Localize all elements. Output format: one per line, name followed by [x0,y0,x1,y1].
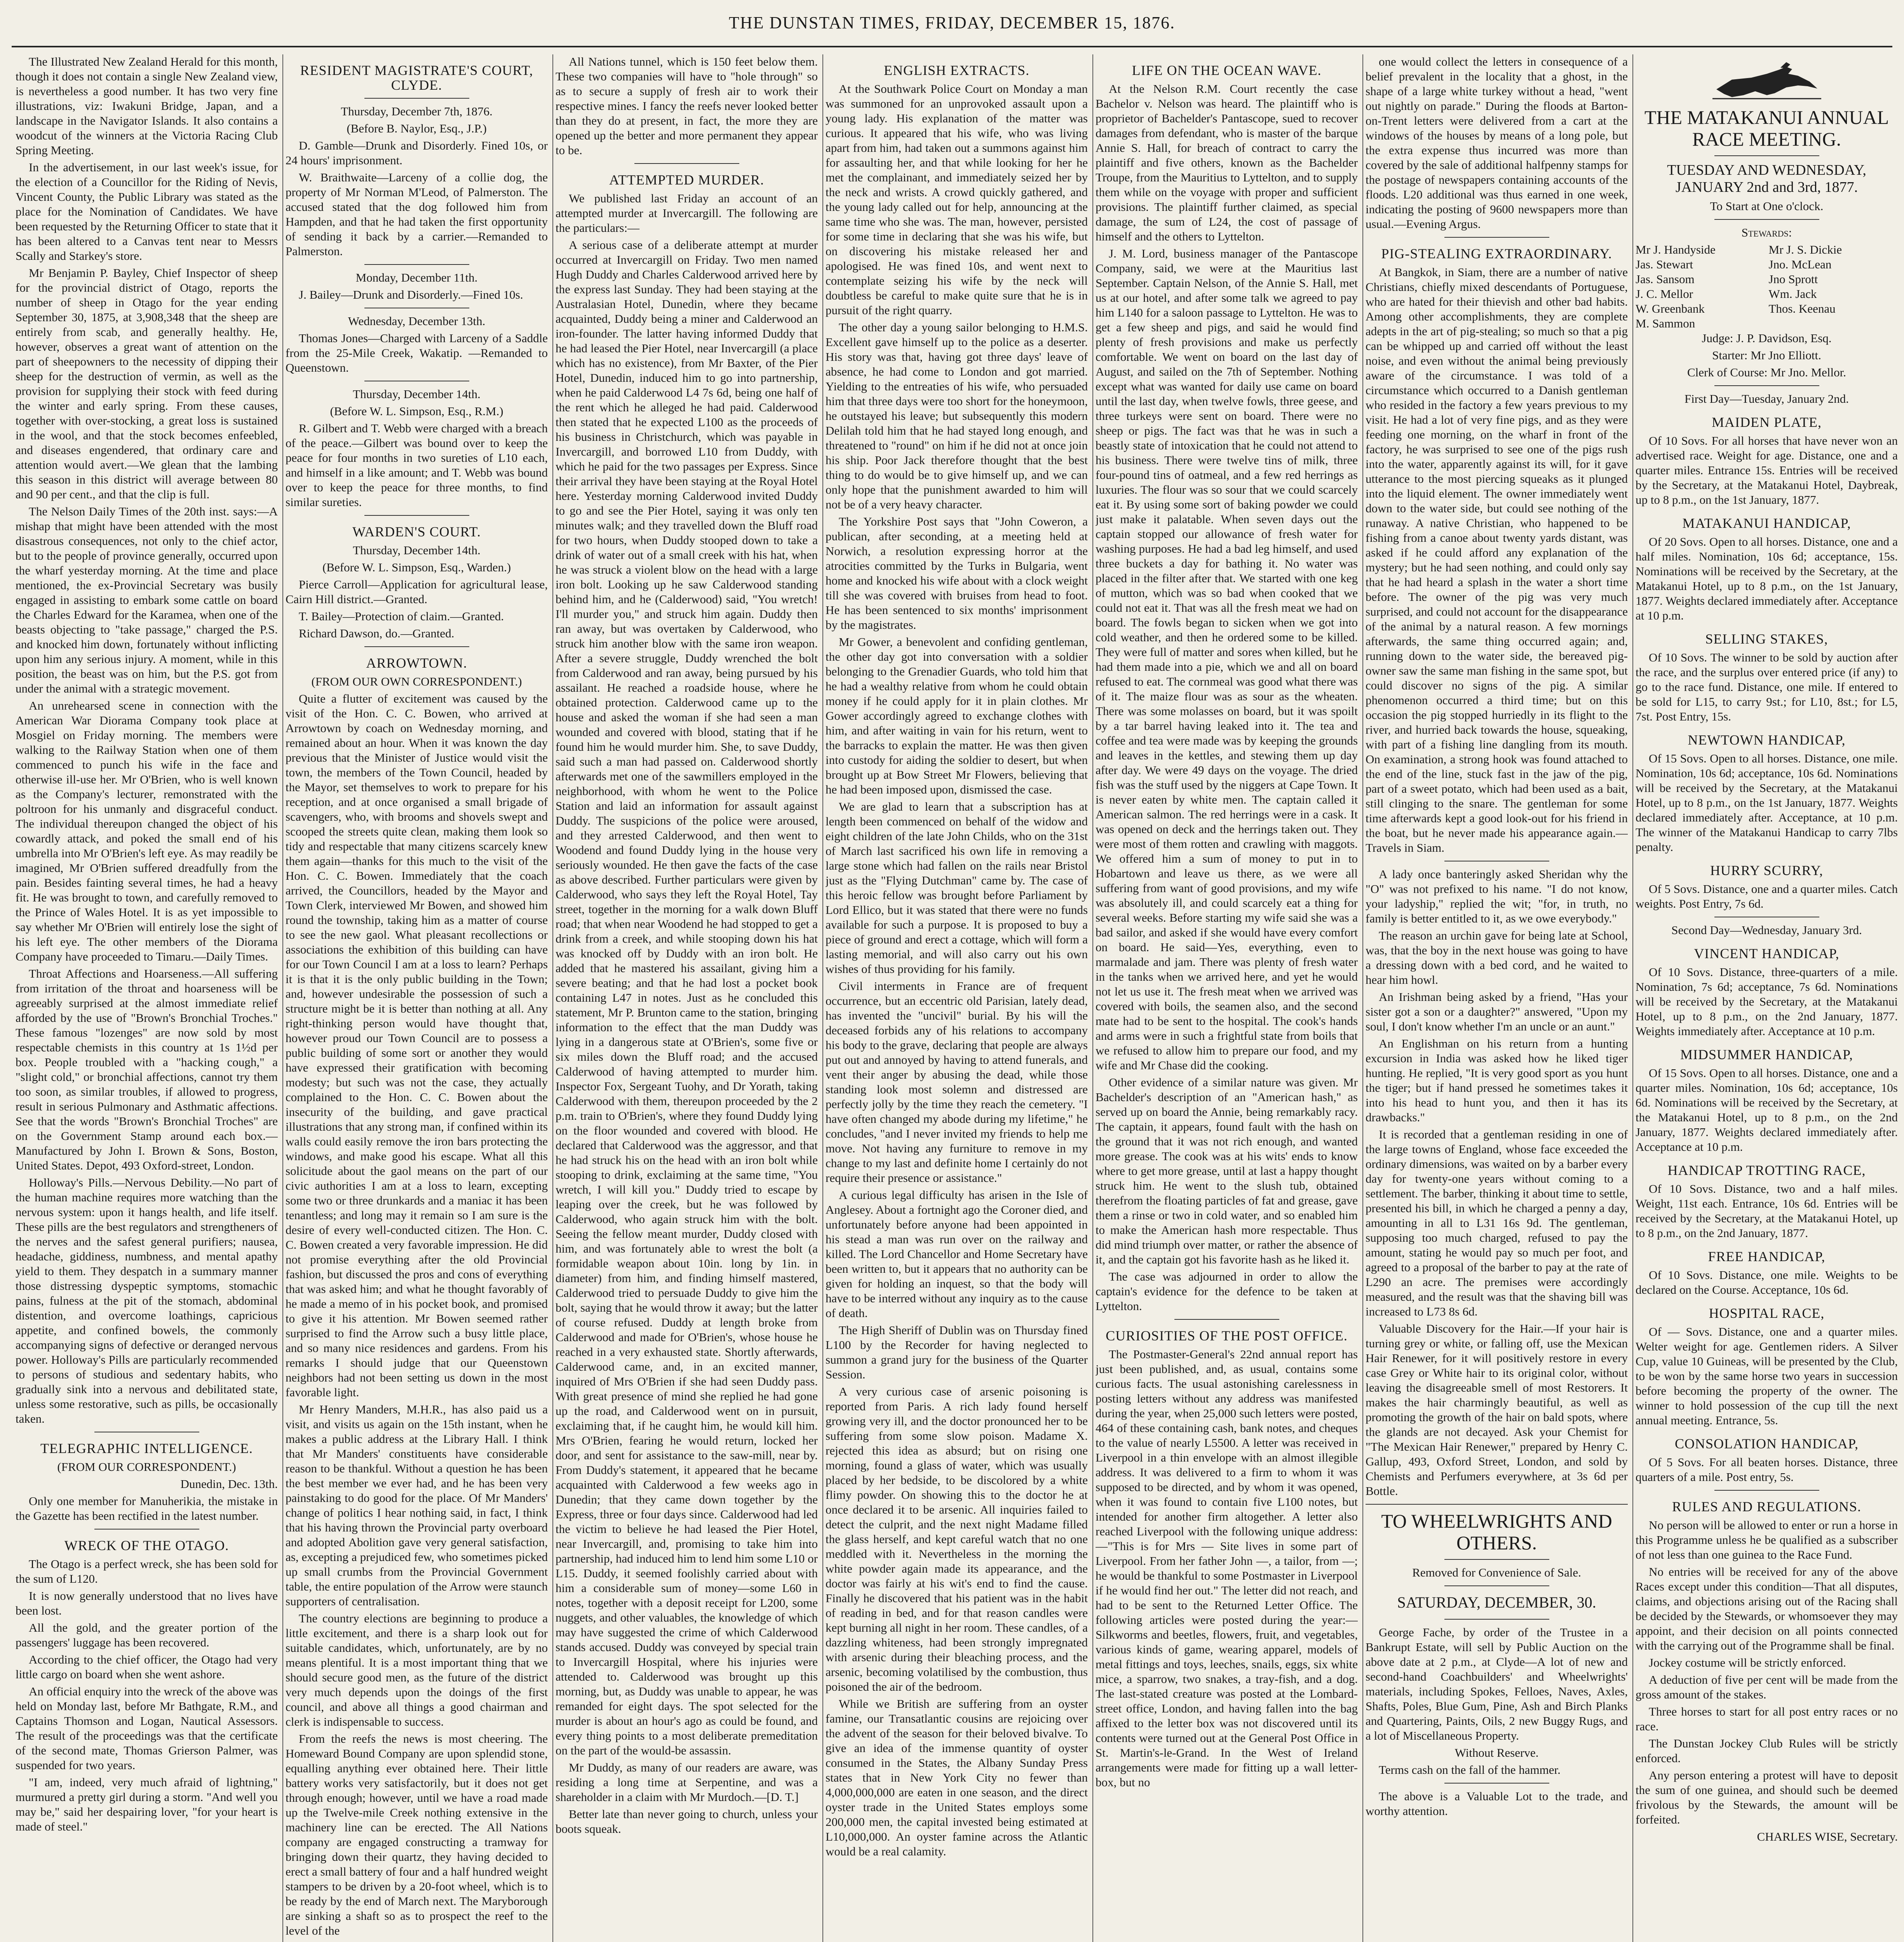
race-event-text: Of — Sovs. Distance, one and a quarter miles. Welter weight for age. Gentlemen riders. A Silver Cup, value 10 Guineas, will be presented by the Club, to be won by the same horse two years in succession before becoming the property of the owner. The winner to hold possession of the cup till the next annual meeting. Entrance, 5s. [1636,1325,1898,1427]
curiosities-paragraphs [1096,1347,1358,1790]
race-event-text: Of 15 Sovs. Open to all horses. Distance, one and a quarter miles. Nomination, 10s 6d; acceptance, 10s 6d. Nominations will be received by the Secretary, at the Matakanui Hotel, up to 8 p.m., on the 2nd January, 1877. Weights declared immediately after. Acceptance at 10 p.m. [1636,1066,1898,1154]
race-event-text: Of 15 Sovs. Open to all horses. Distance, one mile. Nomination, 10s 6d; acceptance, 10s 6d. Nominations will be received by the Secretary, at the Matakanui Hotel, up to 8 p.m., on the 1st January, 1877. Weights declared immediately after. Acceptance, at 10 p.m. The winner of the Matakanui Handicap to carry 7lbs penalty. [1636,752,1898,854]
stewards-label: Stewards: [1741,226,1792,239]
race-start: To Start at One o'clock. [1710,199,1824,213]
paragraph: Mr Gower, a benevolent and confiding gentleman, the other day got into conversation with a soldier belonging to the Grenadier Guards, who told him that he had a wealthy relative from whom he could obtain money if he could apply for it in plain clothes. Mr Gower accordingly agreed to exchange clothes with him, and after waiting in vain for his return, went to the barracks to explain the matter. He was then given into custody for aiding the soldier to desert, but when brought up at Bow Street Mr Flowers, believing that he had been imposed upon, dismissed the case. [826,635,1088,796]
steward-name: M. Sammon [1636,317,1695,330]
racehorse-icon [1709,58,1825,101]
paragraph: From the reefs the news is most cheering. The Homeward Bound Company are upon splendid stone, equalling anything ever obtained here. Their little battery works very satisfactorily, but it does not get through enough; however, until we have a road made up the Twelve-mile Creek nothing extensive in the machinery line can be erected. The All Nations company are engaged constructing a tramway for bringing down their quartz, they having decided to erect a small battery of four and a half hundred weight stampers to be driven by a 20-foot wheel, which is to be ready by the end of March next. The Maryborough are sinking a shaft so as to prospect the reef to the level of the [286,1732,548,1937]
paragraph: It is recorded that a gentleman residing in one of the large towns of England, whose face exceeded the ordinary dimensions, was waited on by a barber every day for twenty-one years without coming to a settlement. The barber, thinking it about time to settle, presented his bill, in which he charged a penny a day, amounting in all to L31 16s 9d. The gentleman, supposing too much charged, refused to pay the amount, stating he would pay so much per foot, and agreed to a proposal of the barber to pay at the rate of L290 an acre. The premises were accordingly measured, and the result was that the shaving bill was increased to L73 8s 6d. [1366,1128,1628,1318]
paragraph: We are glad to learn that a subscription has at length been commenced on behalf of the widow and eight children of the late John Childs, who on the 31st of March last sacrificed his own life in removing a large stone which had fallen on the rails near Bristol just as the "Flying Dutchman" came by. The case of this heroic fellow was brought before Parliament by Lord Ellico, but it was stated that there were no funds available for such a purpose. It is proposed to buy a piece of ground and erect a cottage, which will form a lasting memorial, and will also carry out his own wishes of thus providing for his family. [826,800,1088,976]
paragraph: The Yorkshire Post says that "John Coweron, a publican, after seconding, at a meeting held at Norwich, a resolution expressing horror at the atrocities committed by the Turks in Bulgaria, went home and knocked his wife about with a clock weight till she was covered with bruises from head to foot. He has been sentenced to six months' imprisonment by the magistrates. [826,515,1088,632]
divider [1714,155,1819,156]
divider [1714,1490,1819,1491]
race-event-text: Of 10 Sovs. Distance, three-quarters of a mile. Nomination, 7s 6d; acceptance, 7s 6d. Nominations will be received by the Secretary, at the Matakanui Hotel, up to 8 p.m., on the 2nd January, 1877. Weights immediately after. Acceptance at 10 p.m. [1636,965,1898,1038]
race-event-name: VINCENT HANDICAP, [1694,946,1840,961]
divider [364,264,469,265]
paragraph: The other day a young sailor belonging to H.M.S. Excellent gave himself up to the police as a deserter. His story was that, having got three days' leave of absence, he had come to London and got married. Yielding to the entreaties of his wife, who persuaded him that three days were too short for the honeymoon, he outstayed his leave; but subsequently this modern Delilah told him that he had stayed long enough, and threatened to "round" on him if he did not at once join his ship. Poor Jack therefore thought that the best thing to do would be to give himself up, and we can only hope that the punishment awarded to him will not be of a very heavy character. [826,320,1088,511]
court-title: RESIDENT MAGISTRATE'S COURT, CLYDE. [300,63,533,93]
column-6 [1366,54,1628,1942]
paragraph: The Otago is a perfect wreck, she has been sold for the sum of L120. [16,1557,278,1585]
session-date: Monday, December 11th. [355,271,478,284]
divider [1444,1619,1549,1620]
paragraph: A lady once banteringly asked Sheridan why the "O" was not prefixed to his name. "I do not know, your ladyship," replied the wit; "for, in truth, no family is better entitled to it, as we owe everybody." [1366,867,1628,925]
column-3 [556,54,818,1942]
session-date: Thursday, December 14th. [353,387,481,401]
auction-body: George Fache, by order of the Trustee in a Bankrupt Estate, will sell by Public Auction on the above date at 2 p.m., at Clyde—A lot of new and second-hand Coachbuilders' and Wheelwrights' materials, including Spokes, Felloes, Naves, Axles, Shafts, Poles, Blue Gum, Pine, Ash and Birch Planks and Quartering, Paints, Oils, 2 new Buggy Rugs, and a lot of Miscellaneous Property. [1366,1625,1628,1742]
session-bench: (Before W. L. Simpson, Esq., R.M.) [330,404,503,418]
divider [634,163,739,164]
auction-date: SATURDAY, DECEMBER, 30. [1397,1594,1596,1611]
paragraph: Better late than never going to church, unless your boots squeak. [556,1807,818,1836]
divider [1366,1504,1628,1505]
paragraph: Mr Henry Manders, M.H.R., has also paid us a visit, and visits us again on the 15th instant, when he makes a public address at the Library Hall. I think that Mr Manders' constituents have considerable reason to be thankful. Without a question he has been the best member we ever had, and he has been very painstaking to do good for the place. Of Mr Manders' change of politics I hear nothing said, in fact, I think that his having thrown the Provincial party overboard and adopted Abolition gave very general satisfaction, as, excepting a prejudiced few, who sometimes picked up small crumbs from the Provincial Government table, the entire population of the Arrow were staunch supporters of centralisation. [286,1403,548,1608]
race-event-text: Of 5 Sovs. Distance, one and a quarter miles. Catch weights. Post Entry, 7s 6d. [1636,882,1898,910]
paragraph: The Illustrated New Zealand Herald for this month, though it does not contain a single New Zealand view, is nevertheless a good number. It has two very fine illustrations, viz: Iwakuni Bridge, Japan, and a landscape in the Navigator Islands. It also contains a woodcut of the winners at the Victoria Racing Club Spring Meeting. [16,55,278,157]
race-event-name: SELLING STAKES, [1705,631,1828,647]
paragraph: The country elections are beginning to produce a little excitement, and there is a sharp look out for suitable candidates, which, unfortunately, are by no means plentiful. It is a most important thing that we should secure good men, as the future of the district very much depends upon the doings of the first council, and above all things a good chairman and clerk is indispensable to success. [286,1611,548,1728]
stewards-list [1636,242,1898,331]
warden-title: WARDEN'S COURT. [352,524,481,539]
race-event-name: HURRY SCURRY, [1710,863,1824,878]
telegraphic-text: Only one member for Manuherikia, the mistake in the Gazette has been rectified in the latest number. [16,1494,278,1523]
race-dates: TUESDAY AND WEDNESDAY, JANUARY 2nd and 3rd, 1877. [1667,162,1866,195]
column-rule [822,54,823,1942]
paragraph: The High Sheriff of Dublin was on Thursday fined L100 by the Recorder for having neglected to summon a grand jury for the business of the Quarter Session. [826,1323,1088,1381]
race-title: THE MATAKANUI ANNUAL RACE MEETING. [1644,106,1889,150]
column-rule [1632,54,1633,1942]
race-event-text: Of 10 Sovs. For all horses that have never won an advertised race. Weight for age. Distance, one and a quarter miles. Entrance 15s. Entries will be received by the Secretary, at the Matakanui Hotel, Daybreak, up to 8 p.m., on the 1st January, 1877. [1636,434,1898,506]
paragraph: one would collect the letters in consequence of a belief prevalent in the locality that a ghost, in the shape of a large white turkey without a head, "went out nightly on parade." During the floods at Barton-on-Trent letters were delivered from a cart at the windows of the houses by means of a long pole, but the extra expense thus incurred was more than covered by the sale of additional halfpenny stamps for the postage of newspapers containing accounts of the floods. L20 additional was thus earned in one week, indicating the posting of 9600 newspapers more than usual.—Evening Argus. [1366,55,1628,231]
divider [1174,1319,1279,1320]
warden-bench: (Before W. L. Simpson, Esq., Warden.) [322,560,511,574]
auction-title: TO WHEELWRIGHTS AND OTHERS. [1381,1510,1612,1554]
paragraph: The Postmaster-General's 22nd annual report has just been published, and, as usual, contains some curious facts. The usual astonishing carelessness in posting letters without any address was manifested during the year, when 25,000 such letters were posted, 464 of these containing cash, bank notes, and cheques to the value of nearly L5500. A letter was received in Liverpool in a thin envelope with an almost illegible address. It was delivered to a firm to whom it was supposed to be directed, and by whom it was opened, when it was found to contain five L100 notes, but intended for another firm altogether. A letter also reached Liverpool with the following unique address:—"This is for Mrs — Site lives in some part of Liverpool. From her father John —, a tailor, from —; he would be thankful to some Postmaster in Liverpool if he would find her out." The letter did not reach, and had to be sent to the Returned Letter Office. The following articles were posted during the year:—Silkworms and beetles, flowers, fruit, and vegetables, various kinds of game, wearing apparel, models of metal fittings and toys, leeches, snails, eggs, six white mice, a sparrow, two snakes, a tray-fish, and a dog. The last-stated creature was posted at the Lombard-street office, London, and having fallen into the bag affixed to the letter box was not discovered until its contents were turned out at the General Post Office in St. Martin's-le-Grand. In the West of Ireland arrangements were made for fitting up a wall letter-box, but no [1096,1347,1358,1789]
steward-name: Jas. Sansom [1636,272,1695,286]
curiosities-title: CURIOSITIES OF THE POST OFFICE. [1106,1328,1348,1343]
paragraph: All Nations tunnel, which is 150 feet below them. These two companies will have to "hole through" so as to secure a supply of fresh air to work their respective mines. I fancy the reefs never looked better than they do at present, in fact, the more they are opened up the better and more permanent they appear to be. [556,55,818,157]
rule-item: A deduction of five per cent will be made from the gross amount of the stakes. [1636,1673,1898,1701]
divider [94,1529,199,1530]
arrowtown-sub: (FROM OUR OWN CORRESPONDENT.) [311,675,522,688]
warden-entries [286,577,548,641]
steward-name: J. C. Mellor [1636,287,1693,301]
court-entry: D. Gamble—Drunk and Disorderly. Fined 10s, or 24 hours' imprisonment. [286,139,548,167]
paragraph: An Englishman on his return from a hunting excursion in India was asked how he liked tiger hunting. He replied, "It is very good sport as you hunt the tiger; but if hand pressed he sometimes takes it into his head to hunt you, and then it has its drawbacks." [1366,1037,1628,1124]
ocean-wave-title: LIFE ON THE OCEAN WAVE. [1132,63,1322,78]
court-entry: R. Gilbert and T. Webb were charged with a breach of the peace.—Gilbert was bound over to keep the peace for four months in two sureties of L10 each, and himself in a like amount; and T. Webb was bound over to keep the peace for three months, to find similar sureties. [286,421,548,509]
paragraph: At Bangkok, in Siam, there are a number of native Christians, chiefly mixed descendants of Portuguese, who are hated for their thievish and other bad habits. Among other accomplishments, they are complete adepts in the art of pig-stealing; so much so that a pig can be whipped up and carried off without the least noise, and even without the animal being previously aware of the circumstance. I was told of a circumstance which occurred to a Danish gentleman who resided in the factory a few years previous to my visit. He had a lot of very fine pigs, and as they were feeding one morning, on the wharf in front of the factory, he was surprised to see one of the pigs rush into the water, apparently against its will, for it gave utterance to the most piercing squeaks as it plunged into the liquid element. The owner immediately went down to the water side, but could see nothing of the runaway. A native Christian, who happened to be fishing from a canoe about twenty yards distant, was asked if he could afford any explanation of the mystery; but he had seen nothing, and could only say that he had heard a splash in the water a short time before. The owner of the pig was very much surprised, and could not account for the disappearance of the animal by a natural reason. A few mornings afterwards, the same thing occurred again; and, running down to the water side, the bereaved pig-owner saw the same man fishing in the same spot, but could discover no signs of the pig. A similar phenomenon occurred a third time; but on this occasion the pig stopped hurriedly in its flight to the river, and hurried back towards the house, squeaking, with part of a fishing line dangling from its mouth. On examination, a strong hook was found attached to the end of the line, stuck fast in the jaw of the pig, part of a sweet potato, which had been used as a bait, still clinging to the snare. The gentleman for some time afterwards kept a good look-out for his friend in the boat, but he never made his appearance again.—Travels in Siam. [1366,265,1628,854]
race-event-text: Of 10 Sovs. Distance, one mile. Weights to be declared on the Course. Acceptance, 10s 6d. [1636,1268,1898,1296]
column-rule [1092,54,1093,1942]
arrowtown-title: ARROWTOWN. [366,655,467,671]
warden-entry: Richard Dawson, do.—Granted. [299,626,455,640]
race-signature: CHARLES WISE, Secretary. [1757,1830,1898,1843]
race-event-name: NEWTOWN HANDICAP, [1688,732,1846,748]
steward-name: Mr J. Handyside [1636,243,1716,256]
rules-list [1636,1518,1898,1827]
steward-name: Jas. Stewart [1636,258,1693,271]
masthead-rule [12,46,1892,47]
column-6-paragraphs [1366,54,1628,231]
paragraph: Holloway's Pills.—Nervous Debility.—No part of the human machine requires more watching than the nervous system: upon it hangs health, and life itself. These pills are the best regulators and strengtheners of the nerves and the safest general purifiers; nausea, headache, giddiness, numbness, and mental apathy yield to them. They despatch in a summary manner those distressing dyspeptic symptoms, stomachic pains, fulness at the pit of the stomach, abdominal distention, and overcome loathings, capricious appetite, and confined bowels, the commonly accompanying signs of defective or deranged nervous power. Holloway's Pills are particularly recommended to persons of studious and sedentary habits, who gradually sink into a nervous and debilitated state, unless some restorative, such as pills, be occasionally taken. [16,1176,278,1425]
auction-terms: Terms cash on the fall of the hammer. [1379,1763,1561,1777]
race-event-name: HANDICAP TROTTING RACE, [1667,1162,1866,1178]
telegraphic-sub: (FROM OUR CORRESPONDENT.) [57,1460,236,1474]
column-5 [1096,54,1358,1942]
divider [364,646,469,647]
rule-item: Jockey costume will be strictly enforced. [1649,1656,1846,1669]
race-day-1: First Day—Tuesday, January 2nd. [1684,392,1849,405]
paragraph: In the advertisement, in our last week's issue, for the election of a Councillor for the Riding of Nevis, Vincent County, the Public Library was stated as the place for the Nomination of Candidates. We have been requested by the Returning Officer to state that it has been altered to a Canvas tent near to Messrs Scally and Starkey's store. [16,160,278,263]
race-events-day-2 [1636,946,1898,1484]
paragraph: Civil interments in France are of frequent occurrence, but an eccentric old Parisian, lately dead, has invented the "uncivil" burial. By his will the deceased forbids any of his relations to accompany his body to the grave, declaring that people are always put out and annoyed by having to attend funerals, and vent their anger by abusing the dead, while those standing look most solemn and distressed are perfectly jolly by the time they reach the cemetery. "I have often changed my abode during my lifetime," he concludes, "and I never invited my friends to help me move. Not having any furniture to remove in my change to my last and definite home I certainly do not require their presence or assistance." [826,979,1088,1185]
paragraph: It is now generally understood that no lives have been lost. [16,1589,278,1617]
paragraph: A very curious case of arsenic poisoning is reported from Paris. A rich lady found herself growing very ill, and the doctor pronounced her to be suffering from some slow poison. Madame X. rejected this idea as absurd; but on rising one morning, found a glass of water, which was usually placed by her bedside, to be discolored by a white flimy powder. On showing this to the doctor he at once declared it to be arsenic. All inquiries failed to detect the culprit, and the next night Madame filled the glass herself, and kept careful watch that no one meddled with it. Nevertheless in the morning the white powder again made its appearance, and the doctor was fairly at his wit's end to find the cause. Finally he discovered that his patient was in the habit of reading in bed, and for that reason candles were kept burning all night in her room. These candles, of a dazzling whiteness, had been strongly impregnated with arsenic during their bleaching process, and the arsenic, becoming volatilised by the combustion, thus poisoned the air of the bedroom. [826,1385,1088,1693]
english-extracts-title: ENGLISH EXTRACTS. [884,63,1030,78]
rule-item: No person will be allowed to enter or run a horse in this Programme unless he be qualified as a subscriber of not less than one guinea to the Race Fund. [1636,1518,1898,1561]
paragraph: An unrehearsed scene in connection with the American War Diorama Company took place at Mosgiel on Friday morning. The members were walking to the Railway Station when one of them commenced to punch his wife in the face and otherwise ill-use her. Mr O'Brien, who is well known as the Company's lecturer, remonstrated with the poltroon for his unmanly and disgraceful conduct. The individual thereupon changed the object of his cowardly attack, and poked the small end of his umbrella into Mr O'Brien's left eye. As may readily be imagined, Mr O'Brien suffered dreadfully from the pain. Besides fainting several times, he had a heavy fit. He was brought to town, and carefully removed to the Prince of Wales Hotel. It is as yet impossible to say whether Mr O'Brien will entirely lose the sight of his left eye. The other members of the Diorama Company have proceeded to Timaru.—Daily Times. [16,699,278,963]
steward-name [1769,316,1898,331]
paragraph: At the Nelson R.M. Court recently the case Bachelor v. Nelson was heard. The plaintiff who is proprietor of Bachelder's Pantascope, sued to recover damages from defendant, who is master of the barque Annie S. Hall, for breach of contract to carry the plaintiff and five others, known as the Bachelder Troupe, from the Mauritius to Lyttelton, and to supply them while on the voyage with proper and sufficient provisions. The plaintiff further claimed, as special damage, the sum of L24, the cost of passage of himself and the others to Lyttelton. [1096,82,1358,243]
race-events-day-1 [1636,415,1898,911]
race-event-text: Of 10 Sovs. The winner to be sold by auction after the race, and the surplus over entered price (if any) to go to the race fund. Distance, one mile. If entered to be sold for L15, to carry 9st.; for L10, 8st.; for L5, 7st. Post Entry, 15s. [1636,651,1898,723]
paragraph: Other evidence of a similar nature was given. Mr Bachelder's description of an "American hash," as served up on board the Annie, being remarkably racy. The captain, it appears, found fault with the hash on the ground that it was not rich enough, and wanted more grease. The cook was at his wits' ends to know where to get more grease, until at last a happy thought struck him. He went to the slush tub, obtained therefrom the floating particles of fat and grease, gave them a rinse or two in cold water, and so enabled him to make the American hash more respectable. Thus did mind triumph over matter, or rather the absence of it, and the captain got his favorite hash as he liked it. [1096,1075,1358,1266]
paragraph: Quite a flutter of excitement was caused by the visit of the Hon. C. C. Bowen, who arrived at Arrowtown by coach on Wednesday morning, and remained about an hour. When it was known the day previous that the Minister of Justice would visit the town, the members of the Town Council, headed by the Mayor, set themselves to work to prepare for his reception, and at once organised a small brigade of scavengers, who, with brooms and shovels swept and scooped the streets quite clean, making them look so tidy and respectable that many citizens scarcely knew them again—thanks for this much to the visit of the Hon. C. C. Bowen. Immediately that the coach arrived, the Councillors, headed by the Mayor and Town Clerk, interviewed Mr Bowen, and showed him round the township, taking him as a matter of course to see the new gaol. What pleasant recollections or associations the exhibition of this building can have for our Town Council I am at a loss to learn? Perhaps it is that it is the only public building in the Town; and, however undesirable the possession of such a structure might be it is better than nothing at all. Any right-thinking person would have thought that, however proud our Town Council are to possess a public building of some sort or another they would have expressed their gratification with becoming modesty; but such was not the case, they actually complained to the Hon. C. C. Bowen about the insecurity of the building, and gave practical illustrations that any strong man, if confined within its walls could easily remove the iron bars protecting the windows, and make good his escape. What all this solicitude about the gaol means on the part of our civic authorities I am at a loss to learn, excepting some two or three drunkards and a maniac it has been tenantless; and long may it remain so I am sure is the desire of every well-conducted citizen. The Hon. C. C. Bowen created a very favorable impression. He did not promise everything after the old Provincial fashion, but discussed the pros and cons of everything that was asked him; and what he thought favorably of he made a memo of in his pocket book, and promised to give it his attention. Mr Bowen seemed rather surprised to find the Arrow such a busy little place, and so many nice residences and gardens. From his remarks I should judge that our Queenstown neighbors had not been setting us down in the most favorable light. [286,692,548,1399]
warden-date: Thursday, December 14th. [353,543,481,557]
warden-entry: Pierce Carroll—Application for agricultural lease, Cairn Hill district.—Granted. [286,578,548,606]
race-starter: Starter: Mr Jno Elliott. [1712,348,1821,362]
divider [1714,219,1819,220]
murder-title: ATTEMPTED MURDER. [609,172,764,188]
english-extracts-paragraphs [826,82,1088,1859]
paragraph: Mr Benjamin P. Bayley, Chief Inspector of sheep for the provincial district of Otago, reports the number of sheep in Otago for the year ending September 30, 1875, at 3,908,348 that the sheep are entirely from scab, and generally healthy. He, however, observes a great want of attention on the part of sheepowners to the necessity of dipping their sheep for the destruction of vermin, as well as the provision for supplying their stock with feed during the winter and early spring. From these causes, together with over-stocking, a great loss is sustained in the wool, and that the stock becomes enfeebled, and diseases engendered, that ordinary care and attention would avert.—We glean that the lambing this season in this district will average between 80 and 90 per cent., and that the clip is full. [16,266,278,501]
session-date: Thursday, December 7th, 1876. [341,104,493,118]
warden-entry: T. Bailey—Protection of claim.—Granted. [299,609,504,623]
pig-paragraphs [1366,265,1628,855]
paragraph: A curious legal difficulty has arisen in the Isle of Anglesey. About a fortnight ago the Coroner died, and unfortunately before anyone had been appointed in his stead a man was run over on the railway and killed. The Lord Chancellor and Home Secretary have been written to, but it appears that no authority can be given for holding an inquest, so that the body will have to be interred without any inquiry as to the cause of death. [826,1188,1088,1320]
pig-title: PIG-STEALING EXTRAORDINARY. [1381,246,1612,261]
paragraph: The reason an urchin gave for being late at School, was, that the boy in the next house was going to have a dressing down with a bed cord, and he waited to hear him howl. [1366,929,1628,987]
steward-name: Thos. Keenau [1768,302,1836,315]
race-event-name: MIDSUMMER HANDICAP, [1680,1047,1853,1062]
court-entry: Thomas Jones—Charged with Larceny of a Saddle from the 25-Mile Creek, Wakatip. —Remanded to Queenstown. [286,331,548,374]
race-event-text: Of 10 Sovs. Distance, two and a half miles. Weight, 11st each. Entrance, 10s 6d. Entries will be received by the Secretary, at the Matakanui Hotel, up to 8 p.m., on the 2nd January, 1877. [1636,1182,1898,1240]
paragraph: Valuable Discovery for the Hair.—If your hair is turning grey or white, or falling off, use the Mexican Hair Renewer, for it will positively restore in every case Grey or White hair to its original color, without leaving the disagreeable smell of most Restorers. It makes the hair charmingly beautiful, as well as promoting the growth of the hair on bald spots, where the glands are not decayed. Ask your Chemist for "The Mexican Hair Renewer," prepared by Henry C. Gallup, 493, Oxford Street, London, and sold by Chemists and Perfumers everywhere, at 3s 6d per Bottle. [1366,1322,1628,1498]
murder-paragraphs [556,191,818,1836]
column-2 [286,54,548,1942]
paragraph: We published last Friday an account of an attempted murder at Invercargill. The following are the particulars:— [556,191,818,235]
auction-sub: Removed for Convenience of Sale. [1412,1566,1581,1579]
auction-note: The above is a Valuable Lot to the trade, and worthy attention. [1366,1789,1628,1818]
masthead: THE DUNSTAN TIMES, FRIDAY, DECEMBER 15, 1876. [728,13,1176,32]
race-clerk: Clerk of Course: Mr Jno. Mellor. [1687,365,1846,379]
race-event-name: MAIDEN PLATE, [1712,414,1822,430]
divider [1444,1585,1549,1586]
session-date: Wednesday, December 13th. [348,314,486,328]
paragraph: Throat Affections and Hoarseness.—All suffering from irritation of the throat and hoarseness will be agreeably surprised at the almost immediate relief afforded by the use of "Brown's Bronchial Troches." These famous "lozenges" are now sold by most respectable chemists in this country at 1s 1½d per box. People troubled with a "hacking cough," a "slight cold," or bronchial affections, cannot try them too soon, as similar troubles, if allowed to progress, result in serious Pulmonary and Asthmatic affections. See that the words "Brown's Bronchial Troches" are on the Government Stamp around each box.—Manufactured by John I. Brown & Sons, Boston, United States. Depot, 493 Oxford-street, London. [16,967,278,1172]
miscellany-paragraphs [1366,867,1628,1498]
steward-name: Wm. Jack [1768,287,1817,301]
steward-name: W. Greenbank [1636,302,1705,315]
divider [1444,1559,1549,1560]
steward-name: Jno Sprott [1768,272,1818,286]
ocean-wave-paragraphs [1096,82,1358,1314]
column-7 [1636,54,1898,1942]
race-event-text: Of 5 Sovs. For all beaten horses. Distance, three quarters of a mile. Post entry, 5s. [1636,1455,1898,1484]
wreck-paragraphs [16,1557,278,1834]
race-event-name: CONSOLATION HANDICAP, [1674,1436,1859,1451]
rule-item: Any person entering a protest will have to deposit the sum of one guinea, and should such be deemed frivolous by the Stewards, the amount will be forfeited. [1636,1768,1898,1826]
steward-name: Jno. McLean [1768,258,1832,271]
column-3-paragraphs [556,54,818,158]
column-1 [16,54,278,1942]
race-event-name: HOSPITAL RACE, [1709,1305,1825,1321]
race-judge: Judge: J. P. Davidson, Esq. [1702,331,1832,345]
session-bench: (Before B. Naylor, Esq., J.P.) [347,122,487,135]
paragraph: According to the chief officer, the Otago had very little cargo on board when she went ashore. [16,1653,278,1681]
auction-advertisement [1366,1510,1628,1818]
paragraph: J. M. Lord, business manager of the Pantascope Company, said, we were at the Mauritius last September. Captain Nelson, of the Annie S. Hall, met us at our hotel, and after some talk we agreed to pay him L140 for a saloon passage to Lyttelton. He was to get a few sheep and pigs, and said he would find plenty of fresh provisions and make us perfectly comfortable. We went on board on the last day of August, and sailed on the 7th of September. Nothing except what was wanted for daily use came on board until the last day, when twelve fowls, three geese, and three turkeys were sent on board. There were no sheep or pigs. The fact was that he was in such a beastly state of intoxication that he could not attend to his business. There were twelve tins of milk, three four-pound tins of oatmeal, and a few red herrings as luxuries. The flour was so sour that we could scarcely eat it. By using some sort of baking powder we could just make it palatable. When seven days out the captain stopped our allowance of fresh water for washing purposes. He had a bad leg himself, and used three buckets a day for bathing it. No water was placed in the filter after that. We started with one keg of mutton, which was so bad when cooked that we could not eat it. That was all the fresh meat we had on board. The fowls began to sicken when we got into cold weather, and then he ordered some to be killed. They were full of matter and sores when killed, but he had them made into a pie, which we and all on board refused to eat. The cornmeal was good what there was of it. The maize flour was as sour as the wheaten. There was some molasses on board, but it was spoilt by a tar barrel having leaked into it. The tea and coffee and tea were made was by keeping the grounds and leaves in the kettles, and stewing them up day after day. We were 49 days on the voyage. The dried fish was the stuff used by the niggers at Cape Town. It is never eaten by white men. The captain called it American salmon. The red herrings were in a cask. It was opened on deck and the herrings taken out. They were most of them rotten and crawling with maggots. We offered him a sum of money to put in to Hobartown and leave us there, as we were all suffering from want of good provisions, and my wife was absolutely ill, and could scarcely eat a thing for several weeks. Before starting my wife said she was a bad sailor, and asked if she would have every comfort on board. He said—Yes, everything, even to marmalade and jam. There was plenty of fresh water in the tanks when we arrived here, and yet he would not let us use it. The fresh meat when we arrived was covered with boils, the seamen also, and the second mate had to be sent to the hospital. The cook's hands and arms were in such a frightful state from boils that we refused to allow him to prepare our food, and my wife and Mr Chase did the cooking. [1096,247,1358,1072]
auction-reserve: Without Reserve. [1455,1746,1539,1759]
telegraphic-title: TELEGRAPHIC INTELLIGENCE. [40,1441,253,1456]
race-day-2: Second Day—Wednesday, January 3rd. [1671,923,1862,937]
court-entry: W. Braithwaite—Larceny of a collie dog, the property of Mr Norman M'Leod, of Palmerston. The accused stated that the dog followed him from Hampden, and that he had taken the first opportunity of sending it back by a carrier.—Remanded to Palmerston. [286,171,548,258]
arrowtown-paragraphs [286,691,548,1938]
race-event-text: Of 20 Sovs. Open to all horses. Distance, one and a half miles. Nomination, 10s 6d; acceptance, 15s. Nominations will be received by the Secretary, at the Matakanui Hotel, up to 8 p.m., on the 1st January, 1877. Weights declared immediately after. Acceptance at 10 p.m. [1636,535,1898,622]
rule-item: No entries will be received for any of the above Races except under this condition—That all disputes, claims, and objections arising out of the Racing shall be decided by the Stewards, or whomsoever they may appoint, and their decision on all points connected with the carrying out of the Programme shall be final. [1636,1565,1898,1652]
paragraph: An Irishman being asked by a friend, "Has your sister got a son or a daughter?" answered, "Upon my soul, I don't know whether I'm an uncle or an aunt." [1366,990,1628,1033]
paragraph: At the Southwark Police Court on Monday a man was summoned for an unprovoked assault upon a young lady. His explanation of the matter was curious. It appeared that his wife, who was living apart from him, had taken out a summons against him for assaulting her, and that while looking for her he met the complainant, and immediately seized her by the neck and wrists. A crowd quickly gathered, and the young lady called out for help, announcing at the same time who she was. The man, however, persisted for some time in declaring that she was his wife, but on discovering his mistake released her and apologised. He was fined 10s, and went next to contemplate seizing his wife by the neck will doubtless be careful to make quite sure that he is in pursuit of the right quarry. [826,82,1088,317]
court-entry: J. Bailey—Drunk and Disorderly.—Fined 10s. [299,288,523,301]
steward-name: Mr J. S. Dickie [1768,243,1842,256]
wreck-title: WRECK OF THE OTAGO. [64,1538,229,1553]
divider [364,515,469,516]
divider [364,98,469,99]
paragraph: Mr Duddy, as many of our readers are aware, was residing a long time at Serpentine, and was a shareholder in a claim with Mr Murdoch.—[D. T.] [556,1761,818,1804]
rule-item: Three horses to start for all post entry races or no race. [1636,1705,1898,1733]
race-event-name: MATAKANUI HANDICAP, [1682,515,1851,531]
telegraphic-dateline: Dunedin, Dec. 13th. [180,1477,278,1491]
paragraph: The Nelson Daily Times of the 20th inst. says:—A mishap that might have been attended with the most disastrous consequences, not only to the chief actor, but to the people of province generally, occurred upon the wharf yesterday morning. At the time and place mentioned, the ex-Provincial Secretary was busily engaged in assisting to embark some cattle on board the Charles Edward for the Karamea, when one of the beasts objecting to "take passage," charged the P.S. and knocked him down, fortunately without inflicting upon him any serious injury. A moment, while in this position, the beast was on him, but the P.S. got from under the animal with a strategic movement. [16,505,278,695]
column-rule [1362,54,1363,1942]
rule-item: The Dunstan Jockey Club Rules will be strictly enforced. [1636,1737,1898,1765]
divider [1444,1783,1549,1784]
paragraph: An official enquiry into the wreck of the above was held on Monday last, before Mr Bathgate, R.M., and Captains Thomson and Logan, Nautical Assessors. The result of the proceedings was that the certificate of the second mate, Thomas Grierson Palmer, was suspended for two years. [16,1684,278,1772]
paragraph: While we British are suffering from an oyster famine, our Transatlantic cousins are rejoicing over the advent of the season for their beloved bivalve. To give an idea of the immense quantity of oyster consumed in the States, the Albany Sunday Press states that in New York City no fewer than 4,000,000,000 are eaten in one season, and the direct oyster trade in the United States employs some 200,000 men, the capital invested being estimated at L10,000,000. An oyster famine across the Atlantic would be a real calamity. [826,1697,1088,1858]
column-1-paragraphs [16,54,278,1426]
rules-title: RULES AND REGULATIONS. [1672,1499,1861,1514]
paragraph: The case was adjourned in order to allow the captain's evidence for the defence to be taken at Lyttelton. [1096,1270,1358,1313]
paragraph: All the gold, and the greater portion of the passengers' luggage has been recovered. [16,1621,278,1649]
race-event-name: FREE HANDICAP, [1708,1249,1826,1264]
divider [1444,237,1549,238]
paragraph: "I am, indeed, very much afraid of lightning," murmured a pretty girl during a storm. "And well you may be," said her despairing lover, "for your heart is made of steel." [16,1775,278,1833]
column-rule [282,54,283,1942]
divider [1714,385,1819,386]
column-rule [552,54,553,1942]
paragraph: A serious case of a deliberate attempt at murder occurred at Invercargill on Friday. Two men named Hugh Duddy and Charles Calderwood arrived here by the express last Sunday. They had been staying at the Australasian Hotel, Dunedin, where they became acquainted, Duddy being a miner and Calderwood an iron-founder. The latter having informed Duddy that he had leased the Pier Hotel, near Invercargill (a place which has no existence), from Mr Baxter, of the Pier Hotel, Dunedin, induced him to go into partnership, when he paid Calderwood L4 7s 6d, being one half of the rent which he alleged he had paid. Calderwood then stated that he expected L100 as the proceeds of his business in Christchurch, which was payable in Invercargill, and borrowed L10 from Duddy, with which he paid for the two passages per Express. Since their arrival they have been staying at the Royal Hotel here. Yesterday morning Calderwood invited Duddy to go and see the Pier Hotel, saying it was only ten minutes walk; and they travelled down the Bluff road for two hours, when Duddy stooped down to take a drink of water out of a small creek with his hat, when he was struck a violent blow on the head with a large iron bolt. Looking up he saw Calderwood standing behind him, and he (Calderwood) said, "You wretch! I'll murder you," and struck him again. Duddy then ran away, but was overtaken by Calderwood, who struck him another blow with the same iron weapon. After a severe struggle, Duddy wrenched the bolt from Calderwood and ran away, being pursued by his assailant. He reached a roadside house, where he obtained protection. Calderwood came up to the house and asked the woman if she had seen a man wounded and covered with blood, stating that if he found him he would murder him. She, to save Duddy, said such a man had passed on. Calderwood shortly afterwards met one of the sawmillers employed in the neighborhood, with whom he went to the Police Station and laid an information for assault against Duddy. The suspicions of the police were aroused, and they arrested Calderwood, and then went to Woodend and found Duddy lying in the house very seriously wounded. He then gave the facts of the case as above described. Further particulars were given by Calderwood, who says they left the Royal Hotel, Tay street, together in the morning for a walk down Bluff road; that when near Woodend he had stopped to get a drink from a creek, and while stooping down his hat was knocked off by Duddy with an iron bolt. He added that he mastered his assailant, giving him a severe beating; and that he had lost a pocket book containing L47 in notes. Just as he concluded this statement, Mr P. Brunton came to the station, bringing information to the effect that the man Duddy was lying in a dangerous state at O'Brien's, some five or six miles down the Bluff road; and the accused Calderwood of having attempted to murder him. Inspector Fox, Sergeant Tuohy, and Dr Yorath, taking Calderwood with them, thereupon proceeded by the 2 p.m. train to O'Brien's, where they found Duddy lying on the floor wounded and covered with blood. He declared that Calderwood was the aggressor, and that he had struck his on the head with an iron bolt while stooping to drink, exclaiming at the same time, "You wretch, I will kill you." Duddy tried to escape by leaping over the creek, but he was followed by Calderwood, who again struck him with the bolt. Seeing the fellow meant murder, Duddy closed with him, and was fortunately able to wrest the bolt (a formidable weapon about 10in. long by 1in. in diameter) from him, and finding himself mastered, Calderwood tried to persuade Duddy to give him the bolt, saying that he would throw it away; but the latter of course refused. Duddy at length broke from Calderwood and made for O'Brien's, whose house he reached in a very exhausted state. Shortly afterwards, Calderwood came, and, in an excited manner, inquired of Mrs O'Brien if she had seen Duddy pass. With great presence of mind she replied he had gone up the road, and Calderwood went on in pursuit, exclaiming that, if he caught him, he would kill him. Mrs O'Brien, fearing he would return, locked her door, and sent for assistance to the saw-mill, near by. From Duddy's statement, it appeared that he became acquainted with Calderwood a few weeks ago in Dunedin; that they came down together by the Express, three or four days since. Calderwood had led the victim to believe he had leased the Pier Hotel, near Invercargill, and, promising to take him into partnership, had induced him to lend him some L10 or L15. Duddy, it seemed foolishly carried about with him a considerable sum of money—some L60 in notes, together with a deposit receipt for L200, some nuggets, and other valuables, the knowledge of which may have suggested the crime of which Calderwood stands accused. Duddy was conveyed by special train to Invercargill Hospital, where his injuries were attended to. Calderwood was brought up this morning, but, as Duddy was unable to appear, he was remanded for eight days. The spot selected for the murder is about an hour's ago as could be found, and every thing points to a most deliberate premeditation on the part of the would-be assassin. [556,238,818,1757]
column-4 [826,54,1088,1942]
court-sessions [286,98,548,510]
